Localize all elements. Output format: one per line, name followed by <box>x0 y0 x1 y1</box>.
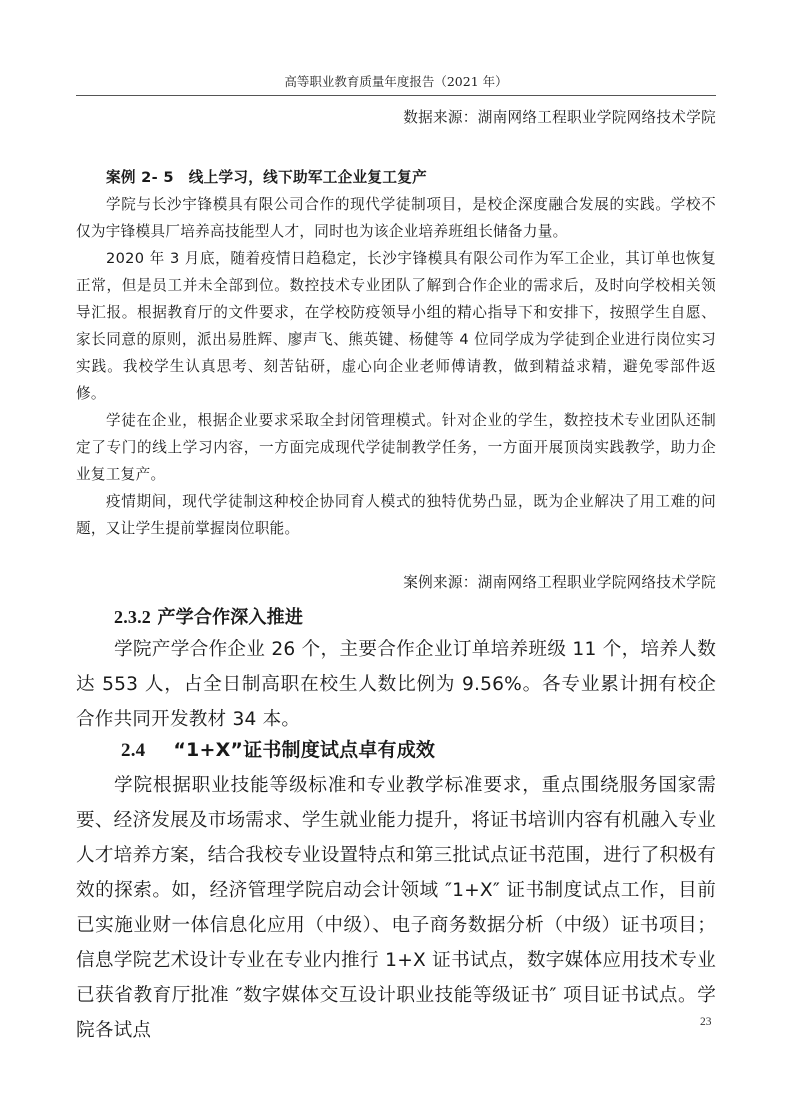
data-source-note: 数据来源：湖南网络工程职业学院网络技术学院 <box>403 109 716 126</box>
section-title: 产学合作深入推进 <box>157 607 304 628</box>
section-2-4-body <box>76 768 716 1048</box>
case-paragraph: 学院与长沙宇锋模具有限公司合作的现代学徒制项目，是校企深度融合发展的实践。学校不仅为宇锋模具厂培养高技能型人才，同时也为该企业培养班组长储备力量。 <box>76 196 716 240</box>
section-number: 2.4 <box>121 740 146 761</box>
case-paragraph: 学徒在企业，根据企业要求采取全封闭管理模式。针对企业的学生，数控技术专业团队还制定了专门的线上学习内容，一方面完成现代学徒制教学任务，一方面开展顶岗实践教学，助力企业复工复产。 <box>76 412 716 483</box>
case-paragraph: 2020 年 3 月底，随着疫情日趋稳定，长沙宇锋模具有限公司作为军工企业，其订单也恢复正常，但是员工并未全部到位。数控技术专业团队了解到合作企业的需求后，及时向学校相关领导汇报。根据教育厅的文件要求，在学校防疫领导小组的精心指导下和安排下，按照学生自愿、家长同意的原则，派出易胜辉、廖声飞、熊英键、杨健等 4 位同学成为学徒到企业进行岗位实习实践。我校学生认真思考、刻苦钻研，虚心向企业老师傅请教，做到精益求精，避免零部件返修。 <box>76 250 716 402</box>
page-number: 23 <box>700 1016 712 1028</box>
section-2-3-2-body <box>76 632 716 737</box>
case-paragraph: 疫情期间，现代学徒制这种校企协同育人模式的独特优势凸显，既为企业解决了用工难的问题，又让学生提前掌握岗位职能。 <box>76 493 716 537</box>
header-divider <box>76 95 716 96</box>
body-paragraph: 学院根据职业技能等级标准和专业教学标准要求，重点围绕服务国家需要、经济发展及市场需求、学生就业能力提升，将证书培训内容有机融入专业人才培养方案，结合我校专业设置特点和第三批试点证书范围，进行了积极有效的探索。如，经济管理学院启动会计领域 ″1+X″ 证书制度试点工作，目前已实施业财一体信息化应用（中级）、电子商务数据分析（中级）证书项目；信息学院艺术设计专业在专业内推行 1+X 证书试点，数字媒体应用技术专业已获省教育厅批准 ″数字媒体交互设计职业技能等级证书″ 项目证书试点。学院各试点 <box>76 775 716 1041</box>
case-title: 案例 2- 5 线上学习，线下助军工企业复工复产 <box>106 169 428 186</box>
section-title: “1+X”证书制度试点卓有成效 <box>173 739 436 761</box>
running-header: 高等职业教育质量年度报告（2021 年） <box>284 74 508 89</box>
body-paragraph: 学院产学合作企业 26 个，主要合作企业订单培养班级 11 个，培养人数达 553 人，占全日制高职在校生人数比例为 9.56%。各专业累计拥有校企合作共同开发教材 34 本。 <box>76 639 716 730</box>
section-heading-2-4 <box>76 733 716 768</box>
case-body <box>76 191 716 542</box>
case-source-note: 案例来源：湖南网络工程职业学院网络技术学院 <box>403 574 716 591</box>
section-number: 2.3.2 <box>114 607 151 627</box>
section-heading-2-3-2 <box>76 600 716 635</box>
